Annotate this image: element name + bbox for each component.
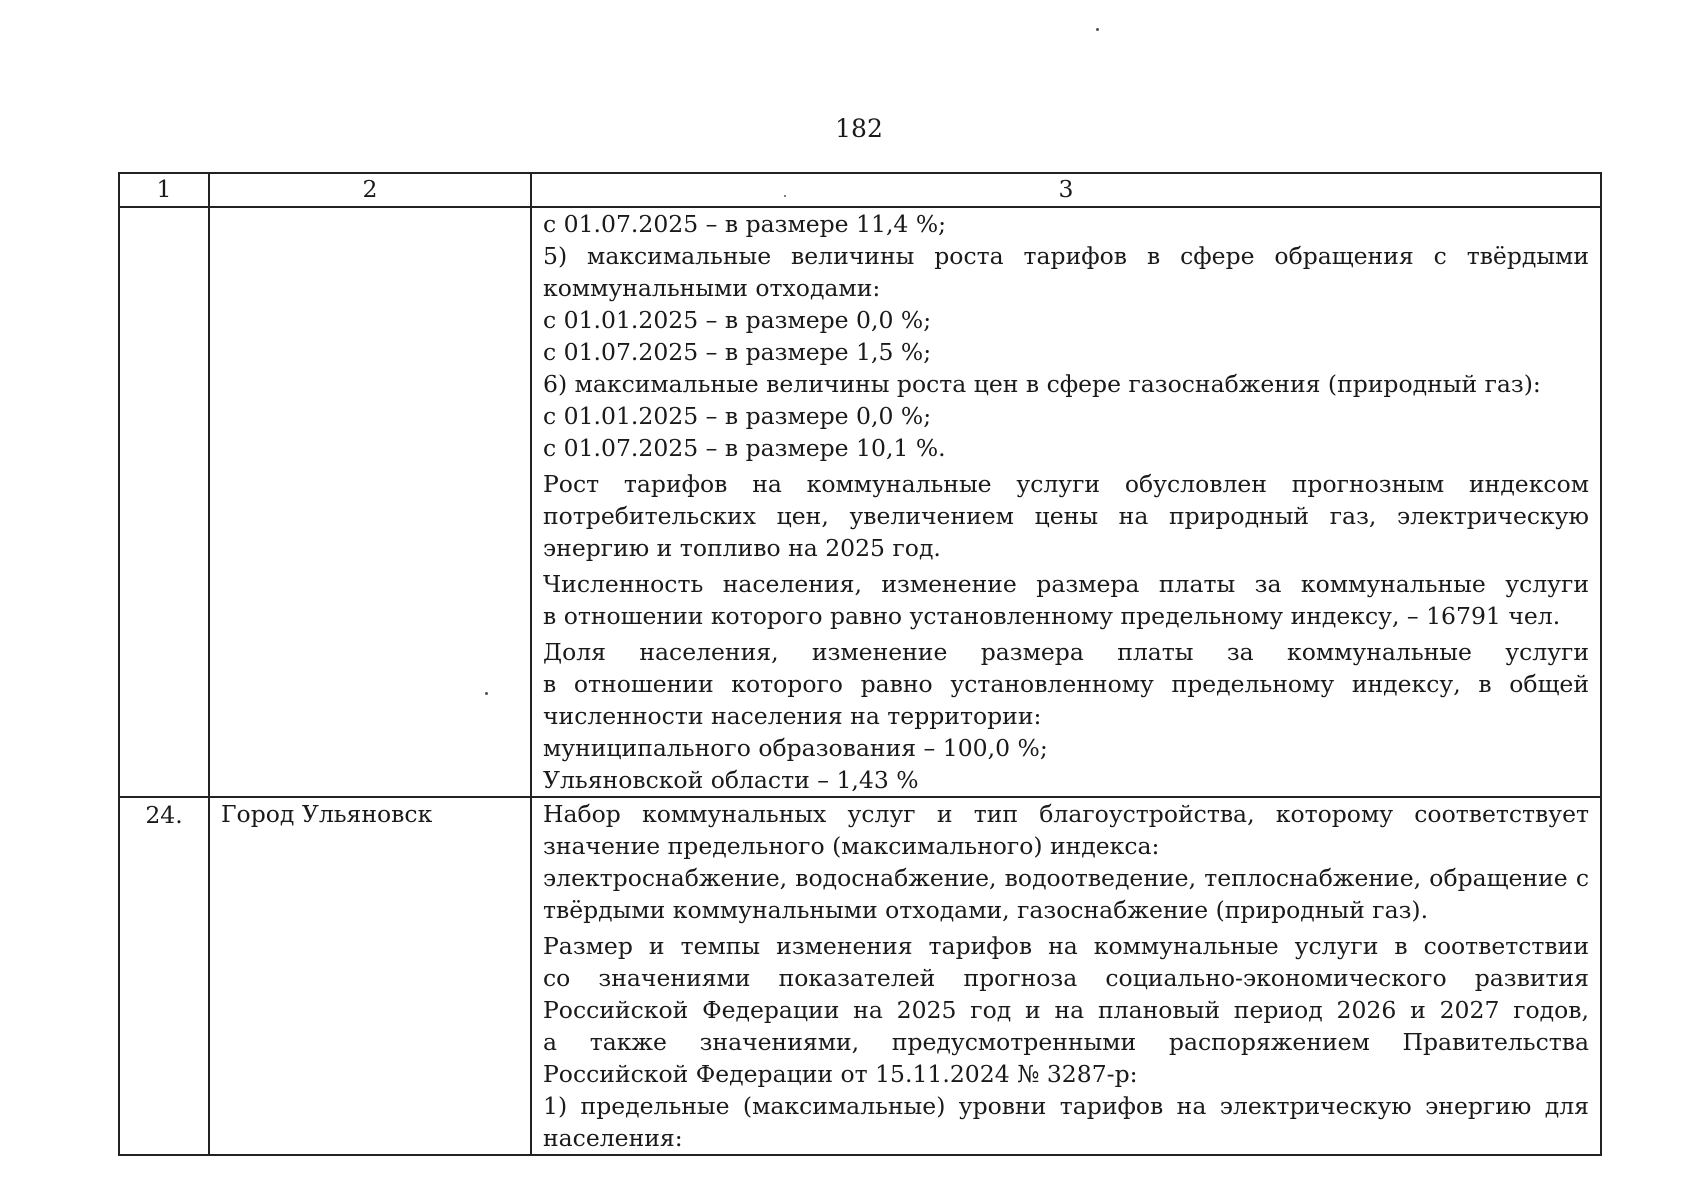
scan-speck — [1096, 28, 1099, 31]
content-paragraph — [543, 930, 1589, 1154]
row-municipality-name — [209, 207, 531, 797]
content-line: значение предельного (максимального) индекса: — [543, 832, 1160, 860]
content-line: численности населения на территории: — [543, 702, 1042, 730]
content-paragraph — [543, 208, 1589, 464]
content-paragraph — [543, 798, 1589, 926]
content-line: с 01.07.2025 – в размере 11,4 %; — [543, 210, 947, 238]
content-line: 1) предельные (максимальные) уровни тарифов на электрическую энергию для — [543, 1092, 1589, 1120]
content-line: муниципального образования – 100,0 %; — [543, 734, 1048, 762]
row-number: 24. — [119, 797, 209, 1155]
content-line: Доля населения, изменение размера платы за коммунальные услуги — [543, 638, 1589, 666]
content-line: коммунальными отходами: — [543, 274, 881, 302]
content-line: а также значениями, предусмотренными распоряжением Правительства — [543, 1028, 1589, 1056]
content-paragraph — [543, 636, 1589, 796]
content-line: Численность населения, изменение размера платы за коммунальные услуги — [543, 570, 1589, 598]
content-line: 6) максимальные величины роста цен в сфере газоснабжения (природный газ): — [543, 370, 1541, 398]
table-body — [119, 173, 1601, 1155]
table-header-row — [119, 173, 1601, 207]
content-line: в отношении которого равно установленному предельному индексу, – 16791 чел. — [543, 602, 1561, 630]
content-line: Ульяновской области – 1,43 % — [543, 766, 919, 794]
column-header-name: 2 — [209, 173, 531, 207]
table-row — [119, 207, 1601, 797]
content-line: Российской Федерации от 15.11.2024 № 3287-р: — [543, 1060, 1138, 1088]
content-line: в отношении которого равно установленному предельному индексу, в общей — [543, 670, 1589, 698]
content-paragraph — [543, 468, 1589, 564]
content-line: Размер и темпы изменения тарифов на коммунальные услуги в соответствии — [543, 932, 1589, 960]
content-line: потребительских цен, увеличением цены на природный газ, электрическую — [543, 502, 1589, 530]
content-line: с 01.01.2025 – в размере 0,0 %; — [543, 306, 932, 334]
column-header-content: 3 — [531, 173, 1601, 207]
tariff-table — [118, 172, 1602, 1156]
page-number: 182 — [835, 114, 883, 143]
content-line: с 01.01.2025 – в размере 0,0 %; — [543, 402, 932, 430]
row-content — [531, 207, 1601, 797]
content-line: Набор коммунальных услуг и тип благоустройства, которому соответствует — [543, 800, 1589, 828]
content-paragraph — [543, 568, 1589, 632]
table-row — [119, 797, 1601, 1155]
content-line: с 01.07.2025 – в размере 10,1 %. — [543, 434, 946, 462]
row-municipality-name: Город Ульяновск — [209, 797, 531, 1155]
content-line: Рост тарифов на коммунальные услуги обусловлен прогнозным индексом — [543, 470, 1589, 498]
content-line: энергию и топливо на 2025 год. — [543, 534, 941, 562]
content-line: с 01.07.2025 – в размере 1,5 %; — [543, 338, 932, 366]
content-line: электроснабжение, водоснабжение, водоотведение, теплоснабжение, обращение с — [543, 864, 1589, 892]
content-line: твёрдыми коммунальными отходами, газоснабжение (природный газ). — [543, 896, 1429, 924]
row-number — [119, 207, 209, 797]
content-line: со значениями показателей прогноза социально-экономического развития — [543, 964, 1589, 992]
row-content — [531, 797, 1601, 1155]
content-line: населения: — [543, 1124, 683, 1152]
column-header-number: 1 — [119, 173, 209, 207]
content-line: 5) максимальные величины роста тарифов в сфере обращения с твёрдыми — [543, 242, 1589, 270]
content-line: Российской Федерации на 2025 год и на плановый период 2026 и 2027 годов, — [543, 996, 1589, 1024]
